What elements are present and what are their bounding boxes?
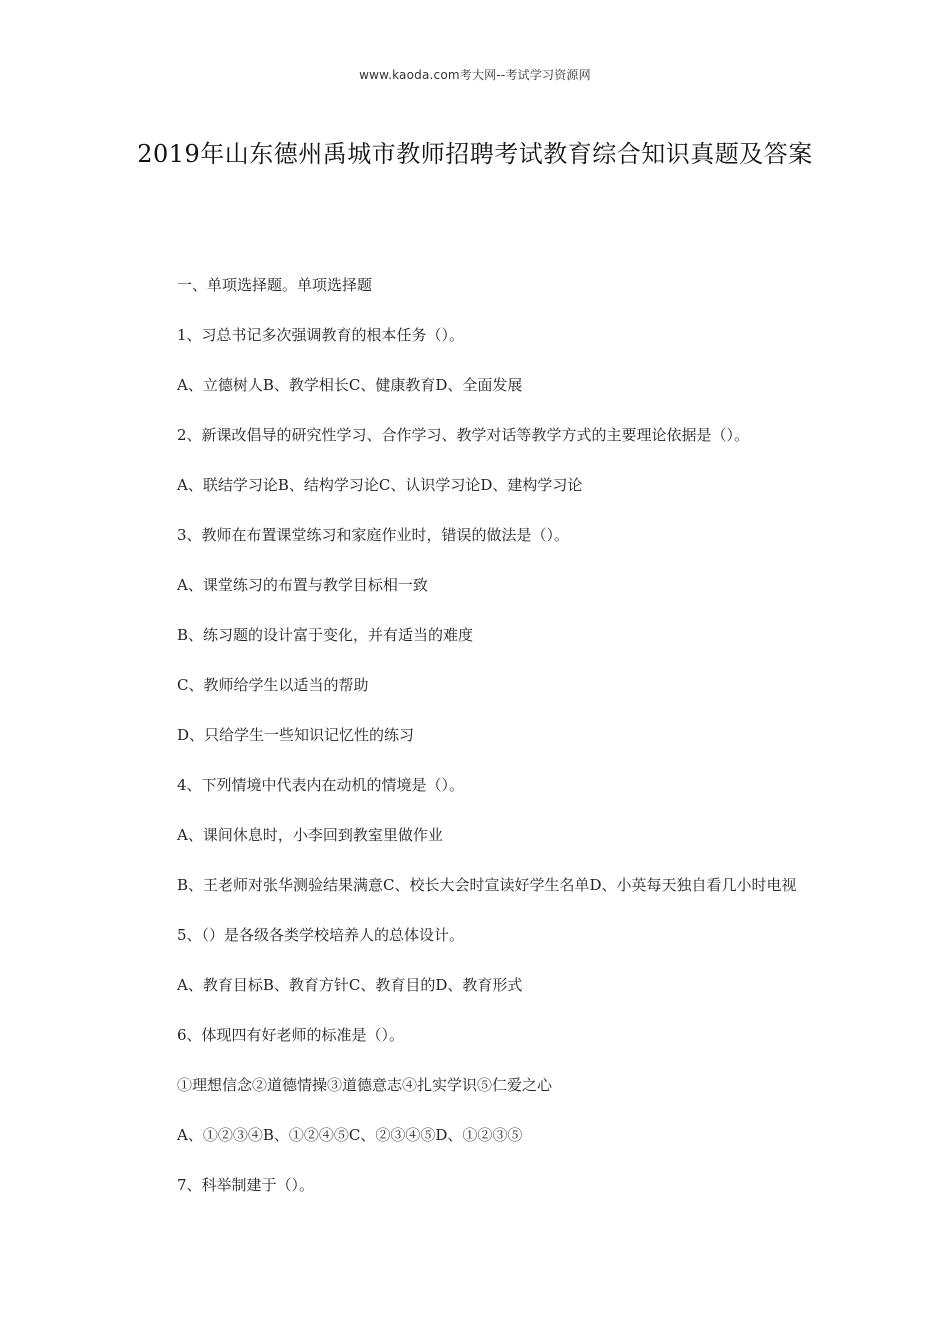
question-5: 5、（）是各级各类学校培养人的总体设计。 [177,926,465,944]
question-7: 7、科举制建于（）。 [177,1176,315,1194]
document-title: 2019年山东德州禹城市教师招聘考试教育综合知识真题及答案 [137,140,813,168]
question-3: 3、教师在布置课堂练习和家庭作业时，错误的做法是（）。 [177,526,570,544]
question-3-option-d: D、只给学生一些知识记忆性的练习 [177,726,415,744]
question-1: 1、习总书记多次强调教育的根本任务（）。 [177,326,465,344]
question-3-option-c: C、教师给学生以适当的帮助 [177,676,369,694]
question-3-option-b: B、练习题的设计富于变化，并有适当的难度 [177,626,474,644]
question-4-option-a: A、课间休息时，小李回到教室里做作业 [177,826,443,844]
site-header: www.kaoda.com考大网--考试学习资源网 [359,68,591,82]
section-heading: 一、单项选择题。单项选择题 [177,276,373,294]
question-5-options: A、教育目标B、教育方针C、教育目的D、教育形式 [177,976,523,994]
question-6: 6、体现四有好老师的标准是（）。 [177,1026,405,1044]
question-2-options: A、联结学习论B、结构学习论C、认识学习论D、建构学习论 [177,476,583,494]
question-4-options-bcd: B、王老师对张华测验结果满意C、校长大会时宣读好学生名单D、小英每天独自看几小时电视 [177,876,797,894]
question-6-options: A、①②③④B、①②④⑤C、②③④⑤D、①②③⑤ [177,1126,523,1144]
document-body [143,273,818,1223]
question-6-statements: ①理想信念②道德情操③道德意志④扎实学识⑤仁爱之心 [177,1076,553,1094]
question-3-option-a: A、课堂练习的布置与教学目标相一致 [177,576,428,594]
question-1-options: A、立德树人B、教学相长C、健康教育D、全面发展 [177,376,523,394]
question-4: 4、下列情境中代表内在动机的情境是（）。 [177,776,465,794]
question-2: 2、新课改倡导的研究性学习、合作学习、教学对话等教学方式的主要理论依据是（）。 [177,426,750,444]
